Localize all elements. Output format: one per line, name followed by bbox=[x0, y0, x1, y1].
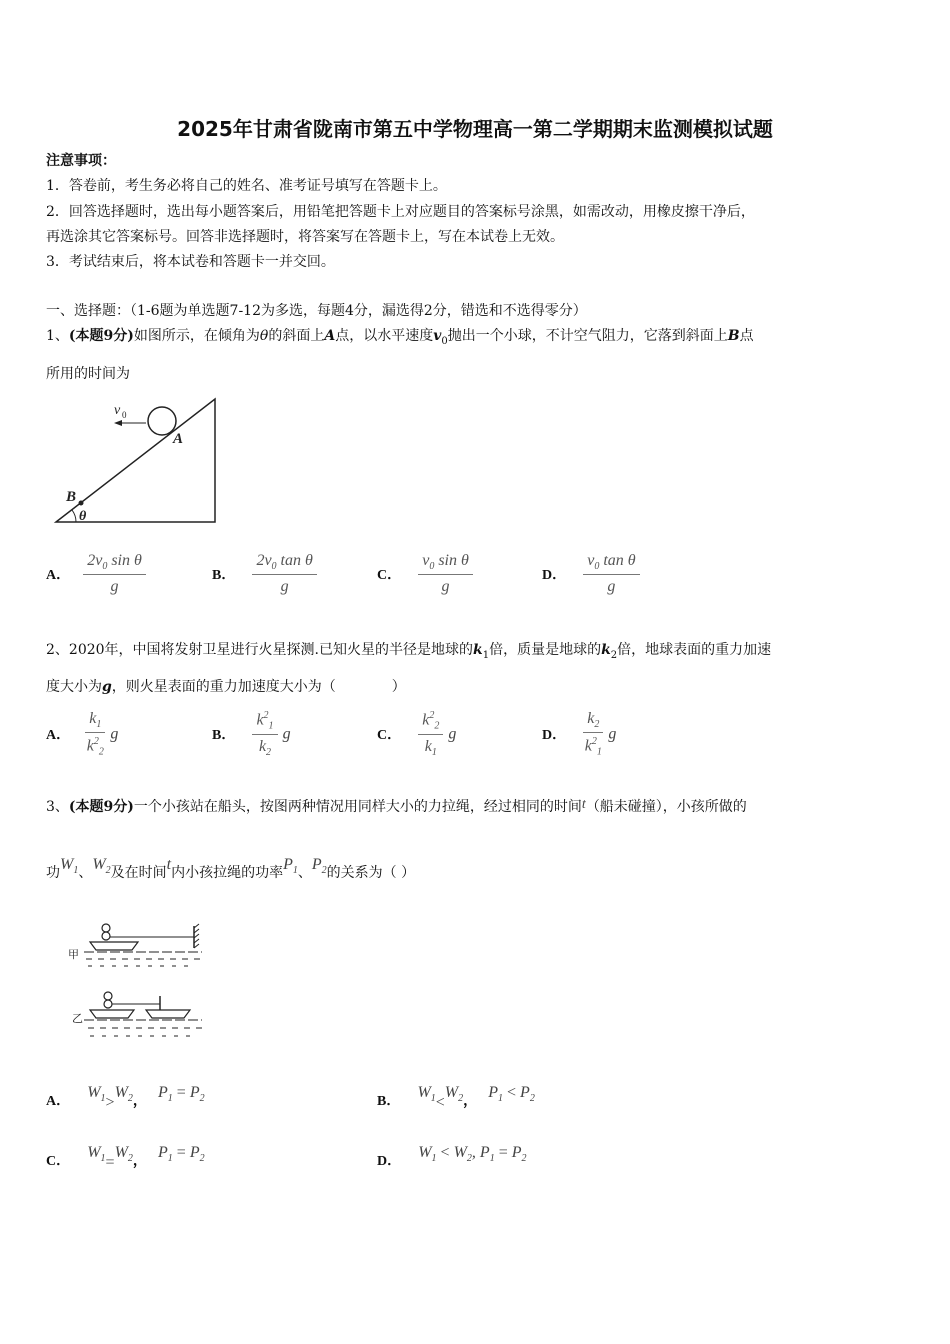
figure-theta: θ bbox=[79, 509, 87, 524]
q1-option-d[interactable]: D． $\frac{v_0 \tan \theta}{g}$ bbox=[542, 552, 640, 596]
notice-item: 3．考试结束后，将本试卷和答题卡一并交回。 bbox=[46, 254, 335, 270]
notice-heading: 注意事项： bbox=[46, 153, 116, 169]
boats-figure bbox=[66, 918, 216, 1043]
q2-option-c[interactable]: C． $\frac{k^2_2}{k_1}$ g bbox=[377, 710, 457, 758]
question-1-text: 1、(本题9分)如图所示，在倾角为θ的斜面上A点，以水平速度$v_0$抛出一个小球，不计空气阻力，它落到斜面上B点 bbox=[46, 328, 754, 347]
notice-item: 1．答卷前，考生务必将自己的姓名、准考证号填写在答题卡上。 bbox=[46, 178, 447, 194]
figure-point-b: B bbox=[66, 489, 77, 505]
q1-option-a[interactable]: A． $\frac{2v_0 \sin \theta}{g}$ bbox=[46, 552, 146, 596]
q3-option-d[interactable]: D． $W_1 < W_2$, $P_1 = P_2$ bbox=[377, 1144, 527, 1169]
question-1-text-line2: 所用的时间为 bbox=[46, 366, 130, 382]
q3-option-b[interactable]: B． $W_1<W_2$， $P_1 < P_2$ bbox=[377, 1084, 535, 1111]
figure-v0-sub: 0 bbox=[122, 410, 127, 420]
notice-item: 2．回答选择题时，选出每小题答案后，用铅笔把答题卡上对应题目的答案标号涂黑，如需改动，用橡皮擦干净后， bbox=[46, 204, 755, 220]
figure-label-jia: 甲 bbox=[68, 948, 79, 961]
q2-option-a[interactable]: A． $\frac{k_1}{k^2_2}$ g bbox=[46, 710, 119, 758]
figure-v0-label: v bbox=[114, 403, 121, 418]
q1-option-c[interactable]: C． $\frac{v_0 \sin \theta}{g}$ bbox=[377, 552, 473, 596]
question-2-text: 2、2020年，中国将发射卫星进行火星探测.已知火星的半径是地球的$k_1$倍，质量是地球的$k_2$倍，地球表面的重力加速 bbox=[46, 642, 772, 661]
question-3-text-line2: 功$W_1$、$W_2$及在时间t内小孩拉绳的功率$P_1$、$P_2$的关系为（ ） bbox=[46, 856, 416, 881]
incline-figure bbox=[50, 396, 225, 531]
q3-option-a[interactable]: A． $W_1>W_2$， $P_1 = P_2$ bbox=[46, 1084, 205, 1111]
section-heading: 一、选择题：（1-6题为单选题7-12为多选，每题4分，漏选得2分，错选和不选得零分） bbox=[46, 303, 587, 319]
figure-point-a: A bbox=[173, 431, 184, 447]
page-title: 2025年甘肃省陇南市第五中学物理高一第二学期期末监测模拟试题 bbox=[177, 117, 773, 141]
q2-option-b[interactable]: B． $\frac{k^2_1}{k_2}$ g bbox=[212, 710, 291, 758]
q2-option-d[interactable]: D． $\frac{k_2}{k^2_1}$ g bbox=[542, 710, 617, 758]
notice-item: 再选涂其它答案标号。回答非选择题时，将答案写在答题卡上，写在本试卷上无效。 bbox=[46, 229, 564, 245]
q3-option-c[interactable]: C． $W_1=W_2$， $P_1 = P_2$ bbox=[46, 1144, 205, 1171]
question-3-text: 3、(本题9分)一个小孩站在船头，按图两种情况用同样大小的力拉绳，经过相同的时间t（船未碰撞），小孩所做的 bbox=[46, 797, 747, 815]
question-2-text-line2: 度大小为g，则火星表面的重力加速度大小为（ ） bbox=[46, 679, 406, 695]
q1-option-b[interactable]: B． $\frac{2v_0 \tan \theta}{g}$ bbox=[212, 552, 317, 596]
figure-label-yi: 乙 bbox=[72, 1012, 83, 1025]
